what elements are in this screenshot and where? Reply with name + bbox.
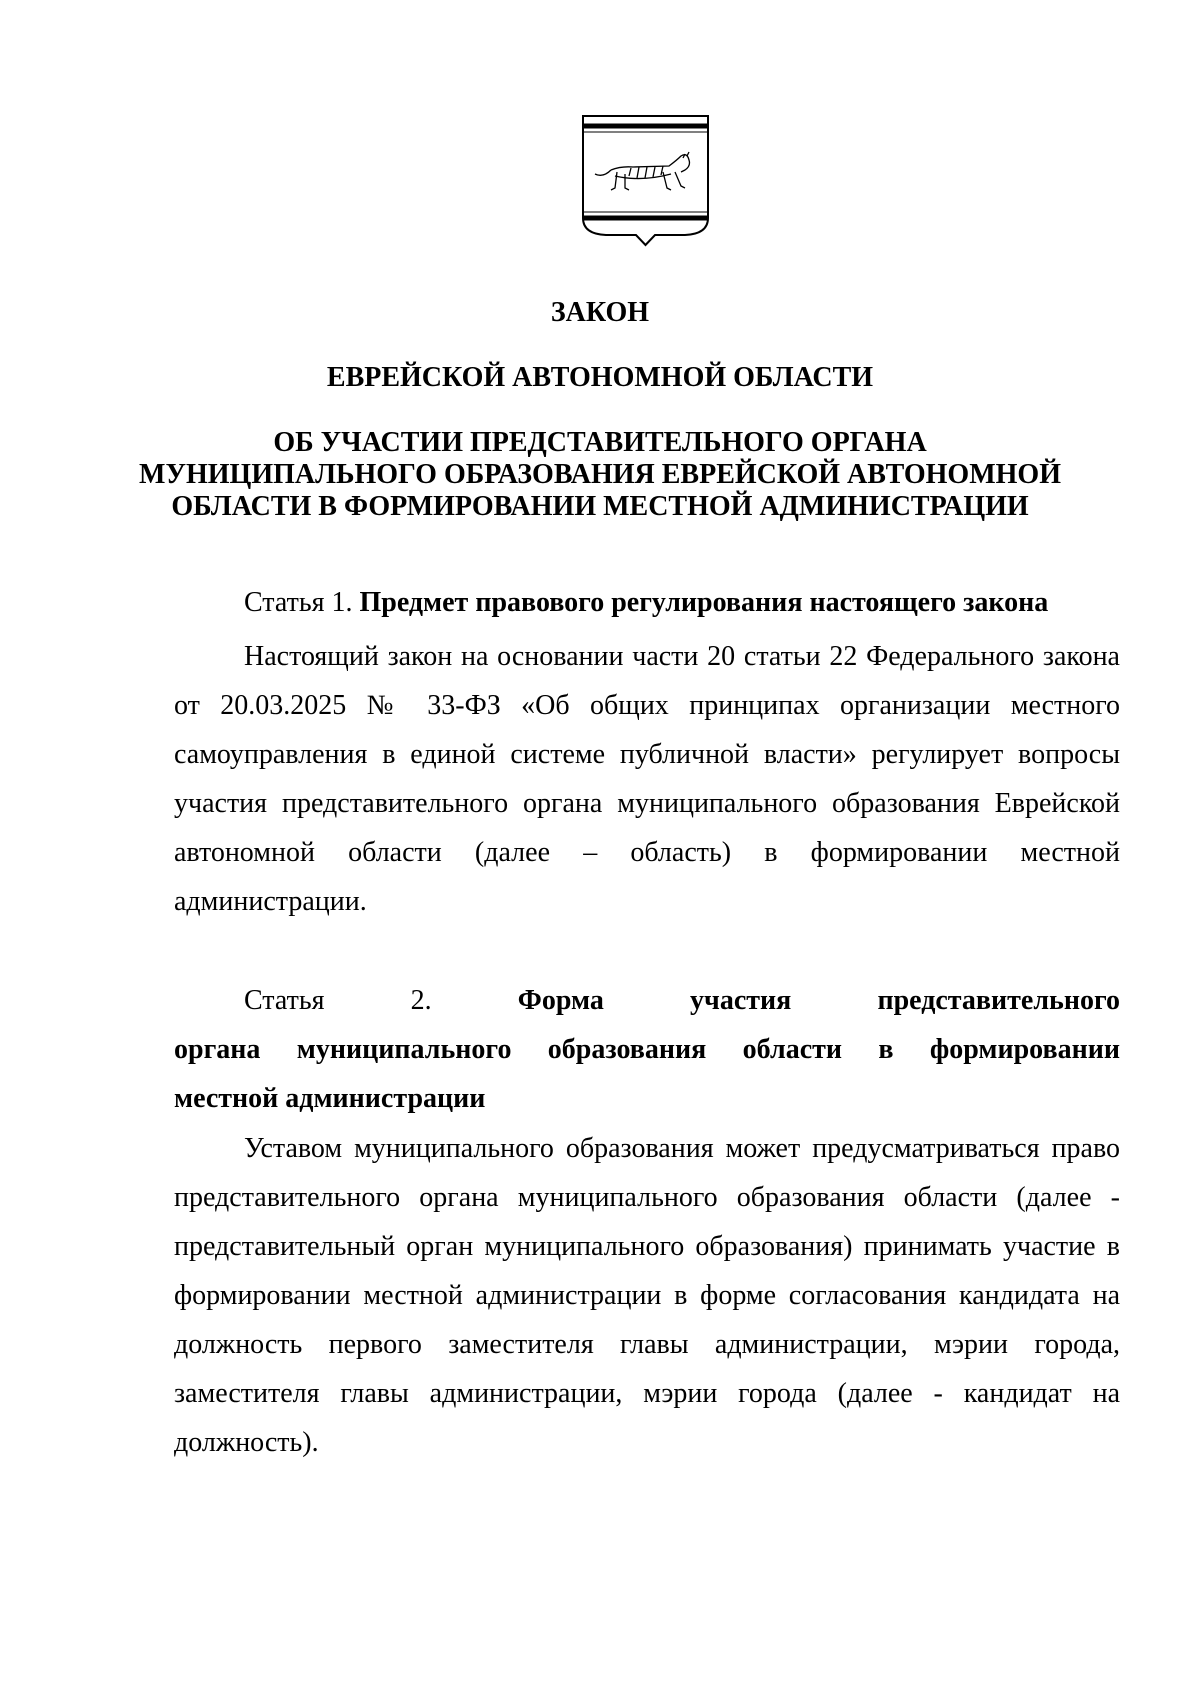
law-name-line: ОБЛАСТИ В ФОРМИРОВАНИИ МЕСТНОЙ АДМИНИСТРАЦИИ xyxy=(171,491,1029,522)
article-1-label: Статья 1. xyxy=(244,587,353,618)
region-name: ЕВРЕЙСКОЙ АВТОНОМНОЙ ОБЛАСТИ xyxy=(326,362,874,393)
law-name xyxy=(0,427,1200,523)
law-name-line: ОБ УЧАСТИИ ПРЕДСТАВИТЕЛЬНОГО ОРГАНА xyxy=(273,427,927,458)
article-2-title-part: органа муниципального образования области в формировании xyxy=(174,1034,1120,1065)
article-1-text: Настоящий закон на основании части 20 статьи 22 Федерального закона от 20.03.2025 № 33-ФЗ «Об общих принципах организации местного самоуправления в единой системе публичной власти» регулирует вопросы участия представительного органа муниципального образования Еврейской автономной области (далее – область) в формировании местной администрации. xyxy=(174,641,1120,917)
coat-of-arms-icon xyxy=(581,114,710,258)
article-2-heading-line-1 xyxy=(174,976,1120,1025)
article-2-title-part: местной администрации xyxy=(174,1083,486,1114)
document-title: ЗАКОН xyxy=(550,297,650,328)
article-2-text: Уставом муниципального образования может предусматриваться право представительного органа муниципального образования области (далее - представительный орган муниципального образования) принимать участие в формировании местной администрации в форме согласования кандидата на должность первого заместителя главы администрации, мэрии города, заместителя главы администрации, мэрии города (далее - кандидат на должность). xyxy=(174,1133,1120,1458)
article-2-label: Статья 2. xyxy=(244,985,432,1016)
article-1-title: Предмет правового регулирования настоящего закона xyxy=(359,587,1049,618)
law-name-line: МУНИЦИПАЛЬНОГО ОБРАЗОВАНИЯ ЕВРЕЙСКОЙ АВТОНОМНОЙ xyxy=(139,459,1061,490)
article-2-heading-line-2 xyxy=(174,1025,1120,1074)
article-2-heading xyxy=(174,976,1120,1123)
article-2-title-part: Форма участия представительного xyxy=(517,985,1120,1016)
article-2-heading-line-3 xyxy=(174,1074,1120,1123)
article-1-heading xyxy=(174,587,1120,619)
